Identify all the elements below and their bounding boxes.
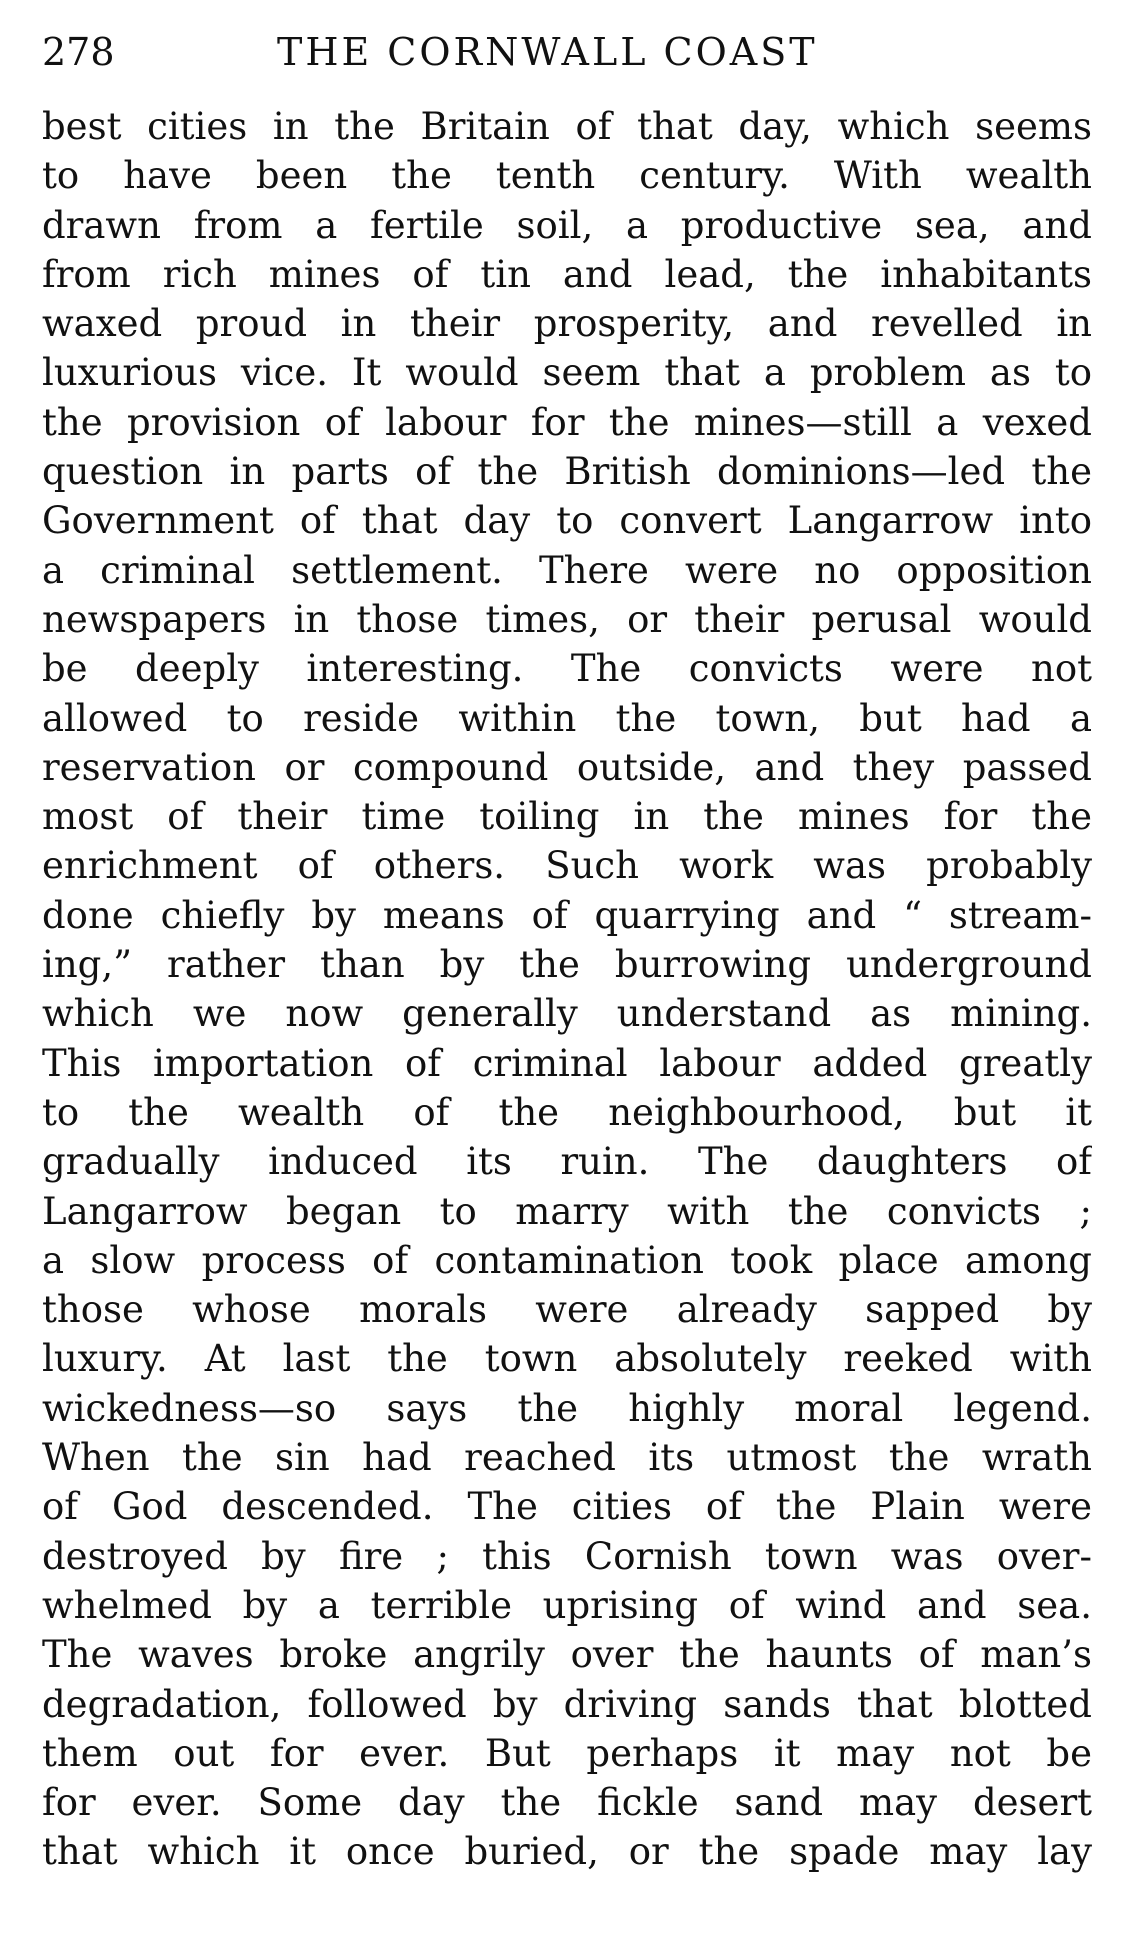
running-head xyxy=(42,22,1092,82)
text-line: luxury. At last the town absolutely reeked with xyxy=(42,1337,1092,1381)
text-line: Government of that day to convert Langarrow into xyxy=(42,499,1092,543)
text-line: those whose morals were already sapped by xyxy=(42,1288,1092,1332)
text-line: When the sin had reached its utmost the wrath xyxy=(42,1436,1092,1480)
text-line: a criminal settlement. There were no opposition xyxy=(42,548,1092,592)
text-line: whelmed by a terrible uprising of wind and sea. xyxy=(42,1583,1092,1627)
text-line: the provision of labour for the mines—still a vexed xyxy=(42,400,1092,444)
text-line: enrichment of others. Such work was probably xyxy=(42,844,1092,888)
text-line: drawn from a fertile soil, a productive sea, and xyxy=(42,203,1092,247)
text-line: a slow process of contamination took place among xyxy=(42,1238,1092,1282)
text-line: degradation, followed by driving sands that blotted xyxy=(42,1682,1092,1726)
text-line: of God descended. The cities of the Plain were xyxy=(42,1485,1092,1529)
text-line: from rich mines of tin and lead, the inhabitants xyxy=(42,252,1092,296)
text-line: for ever. Some day the fickle sand may desert xyxy=(42,1781,1092,1825)
text-line: them out for ever. But perhaps it may not be xyxy=(42,1731,1092,1775)
page-number: 278 xyxy=(42,30,115,74)
text-line: gradually induced its ruin. The daughters of xyxy=(42,1140,1092,1184)
text-line: waxed proud in their prosperity, and revelled in xyxy=(42,302,1092,346)
text-line: newspapers in those times, or their perusal would xyxy=(42,597,1092,641)
text-line: This importation of criminal labour added greatly xyxy=(42,1041,1092,1085)
body-text xyxy=(42,102,1092,1877)
text-line: most of their time toiling in the mines for the xyxy=(42,795,1092,839)
text-line: to the wealth of the neighbourhood, but it xyxy=(42,1090,1092,1134)
text-line: that which it once buried, or the spade may lay xyxy=(42,1830,1092,1874)
text-line: done chiefly by means of quarrying and “ stream- xyxy=(42,893,1092,937)
text-line: reservation or compound outside, and they passed xyxy=(42,745,1092,789)
text-line: question in parts of the British dominions—led the xyxy=(42,450,1092,494)
text-line: destroyed by fire ; this Cornish town was over- xyxy=(42,1534,1092,1578)
text-line: which we now generally understand as mining. xyxy=(42,992,1092,1036)
text-line: to have been the tenth century. With wealth xyxy=(42,154,1092,198)
text-line: The waves broke angrily over the haunts of man’s xyxy=(42,1633,1092,1677)
text-line: allowed to reside within the town, but had a xyxy=(42,696,1092,740)
text-line: ing,” rather than by the burrowing underground xyxy=(42,943,1092,987)
running-title: THE CORNWALL COAST xyxy=(277,30,818,74)
text-line: be deeply interesting. The convicts were not xyxy=(42,647,1092,691)
text-line: luxurious vice. It would seem that a problem as to xyxy=(42,351,1092,395)
text-line: wickedness—so says the highly moral legend. xyxy=(42,1386,1092,1430)
text-line: Langarrow began to marry with the convicts ; xyxy=(42,1189,1092,1233)
text-line: best cities in the Britain of that day, which seems xyxy=(42,105,1092,148)
